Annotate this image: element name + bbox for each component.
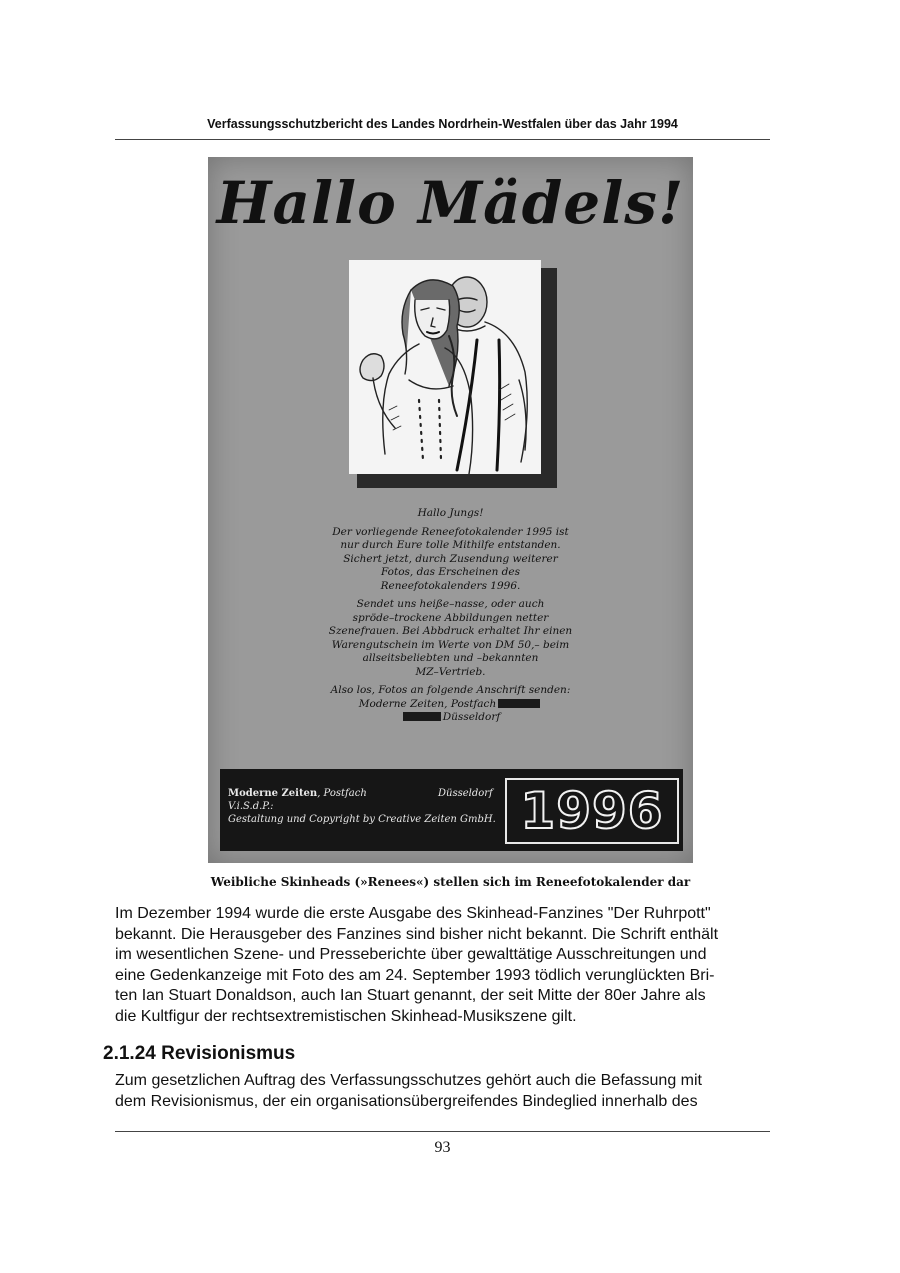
text-line: die Kultfigur der rechtsextremistischen Skinhead-Musikszene gilt. [115, 1007, 577, 1025]
flyer-line: Sendet uns heiße–nasse, oder auch [356, 598, 545, 610]
flyer-line: Fotos, das Erscheinen des [380, 566, 521, 578]
flyer-city-line [278, 711, 623, 725]
header-rule [115, 139, 770, 140]
text-line: Im Dezember 1994 wurde die erste Ausgabe des Skinhead-Fanzines "Der Ruhrpott" [115, 905, 711, 922]
calendar-flyer-figure [208, 157, 693, 863]
text-line: ten Ian Stuart Donaldson, auch Ian Stuart genannt, der seit Mitte der 80er Jahre als [115, 987, 706, 1004]
flyer-line: Also los, Fotos an folgende Anschrift senden: [330, 684, 571, 696]
flyer-line: Sichert jetzt, durch Zusendung weiterer [343, 552, 558, 565]
running-header: Verfassungsschutzbericht des Landes Nordrhein-Westfalen über das Jahr 1994 [207, 117, 678, 131]
imprint-city: Düsseldorf [438, 788, 493, 799]
flyer-line: Hallo Jungs! [417, 507, 484, 519]
flyer-line: MZ–Vertrieb. [415, 665, 486, 678]
figure-caption: Weibliche Skinheads (»Renees«) stellen sich im Reneefotokalender dar [210, 875, 691, 889]
flyer-body-text [278, 507, 623, 730]
redaction-bar [498, 699, 540, 708]
flyer-line: spröde–trockene Abbildungen netter [352, 611, 549, 624]
text-line: Zum gesetzlichen Auftrag des Verfassungsschutzes gehört auch die Befassung mit [115, 1072, 702, 1089]
footer-rule [115, 1131, 770, 1132]
redaction-bar [403, 712, 441, 721]
flyer-address-line [278, 698, 623, 712]
text-line: dem Revisionismus, der ein organisationsübergreifendes Bindeglied innerhalb des [115, 1092, 698, 1110]
flyer-line: allseitsbeliebten und –bekannten [362, 652, 539, 664]
imprint-block [228, 787, 498, 826]
imprint-brand: Moderne Zeiten [228, 788, 318, 799]
flyer-city-text: Düsseldorf [442, 711, 501, 723]
flyer-address-text: Moderne Zeiten, Postfach [358, 697, 497, 710]
flyer-title: Hallo Mädels! [216, 169, 685, 237]
text-line: im wesentlichen Szene- und Presseberichte über gewalttätige Ausschreitungen und [115, 946, 707, 963]
flyer-line: nur durch Eure tolle Mithilfe entstanden. [340, 539, 561, 551]
flyer-line: Warengutschein im Werte von DM 50,– beim [331, 638, 570, 651]
imprint-postfach: , Postfach [317, 788, 367, 799]
year-box [505, 778, 679, 844]
imprint-line-1 [228, 787, 498, 800]
couple-drawing-illustration [349, 260, 541, 474]
imprint-visdp: V.i.S.d.P.: [228, 801, 274, 812]
flyer-line: Reneefotokalenders 1996. [380, 579, 521, 592]
calendar-year: 1996 [520, 782, 664, 840]
body-paragraph-2 [115, 1071, 785, 1112]
section-heading: 2.1.24 Revisionismus [103, 1043, 296, 1064]
text-line: eine Gedenkanzeige mit Foto des am 24. September 1993 tödlich verunglückten Bri- [115, 966, 715, 984]
flyer-line: Der vorliegende Reneefotokalender 1995 ist [332, 525, 569, 538]
body-paragraph-1 [115, 904, 785, 1027]
text-line: bekannt. Die Herausgeber des Fanzines sind bisher nicht bekannt. Die Schrift enthält [115, 925, 719, 943]
flyer-footer-band [220, 769, 683, 851]
imprint-copyright: Gestaltung und Copyright by Creative Zeiten GmbH. [228, 814, 496, 825]
flyer-line: Szenefrauen. Bei Abbdruck erhaltet Ihr einen [328, 625, 573, 637]
illustration-sketch [349, 260, 541, 474]
page-number: 93 [434, 1139, 451, 1156]
